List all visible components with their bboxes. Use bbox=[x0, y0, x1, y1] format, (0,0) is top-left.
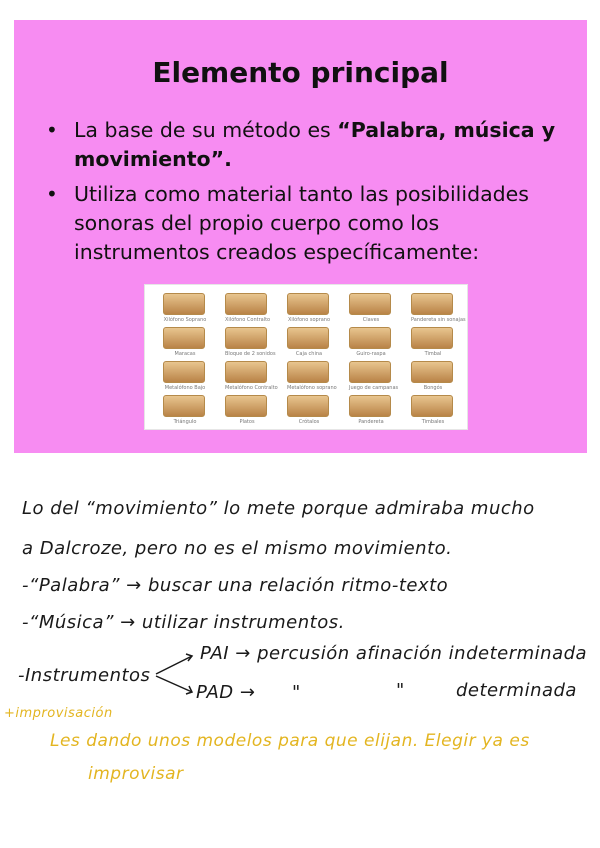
instrument-label: Pandereta bbox=[358, 419, 384, 425]
instrument-cell bbox=[287, 395, 331, 425]
note-improv-line-1: Les dando unos modelos para que elijan. Elegir ya es bbox=[50, 731, 530, 751]
instrument-label: Pandereta sin sonajas bbox=[411, 317, 466, 323]
instrument-chart-image bbox=[144, 284, 468, 430]
bullet1-text: La base de su método es bbox=[74, 118, 338, 142]
metallophone-icon bbox=[287, 361, 329, 383]
instrument-cell bbox=[349, 361, 399, 391]
instrument-label: Metalófono Contralto bbox=[225, 385, 278, 391]
instrument-cell bbox=[163, 327, 207, 357]
note-line-3: -“Palabra” → buscar una relación ritmo-texto bbox=[22, 575, 449, 596]
instrument-label: Maracas bbox=[174, 351, 196, 357]
bongo-icon bbox=[411, 361, 453, 383]
cymbals-icon bbox=[225, 395, 267, 417]
xylophone-icon bbox=[287, 293, 329, 315]
instrument-label: Metalófono Bajo bbox=[164, 385, 206, 391]
instrument-label: Timbal bbox=[424, 351, 442, 357]
note-pai: PAI → percusión afinación indeterminada bbox=[200, 643, 588, 664]
instrument-label: Bongós bbox=[423, 385, 443, 391]
note-pad-ditto-1: " bbox=[292, 682, 301, 703]
instrument-cell bbox=[287, 293, 331, 323]
instrument-cell bbox=[225, 395, 269, 425]
bells-icon bbox=[349, 361, 391, 383]
instrument-label: Platos bbox=[239, 419, 255, 425]
instrument-label: Timbales bbox=[421, 419, 445, 425]
bullet-item-method bbox=[46, 116, 556, 174]
note-improvisacion: +improvisación bbox=[4, 706, 113, 721]
instrument-cell bbox=[349, 327, 393, 357]
instrument-cell bbox=[349, 293, 393, 323]
note-line-1: Lo del “movimiento” lo mete porque admiraba mucho bbox=[22, 498, 535, 519]
slide-panel bbox=[14, 20, 587, 453]
note-pad-determinada: determinada bbox=[456, 680, 577, 701]
claves-icon bbox=[349, 293, 391, 315]
instrument-label: Caja china bbox=[295, 351, 323, 357]
instrument-cell bbox=[411, 361, 455, 391]
branch-arrows bbox=[152, 648, 200, 698]
note-line-4: -“Música” → utilizar instrumentos. bbox=[22, 612, 345, 633]
instrument-cell bbox=[411, 395, 455, 425]
instrument-label: Crótalos bbox=[298, 419, 320, 425]
triangle-icon bbox=[163, 395, 205, 417]
bullet1-bold: “Palabra, música y movimiento”. bbox=[74, 118, 556, 171]
instrument-cell bbox=[225, 361, 278, 391]
instrument-label: Triángulo bbox=[173, 419, 197, 425]
instrument-label: Xilófono soprano bbox=[287, 317, 331, 323]
instrument-label: Xilófono Soprano bbox=[163, 317, 207, 323]
slide-title: Elemento principal bbox=[152, 56, 449, 89]
block-icon bbox=[225, 327, 267, 349]
note-instrumentos: -Instrumentos bbox=[18, 665, 151, 686]
drum-icon bbox=[411, 327, 453, 349]
instrument-label: Bloque de 2 sonidos bbox=[225, 351, 276, 357]
bullet-item-material bbox=[46, 180, 556, 267]
note-pad: PAD → bbox=[196, 682, 256, 703]
tambourine-icon bbox=[411, 293, 453, 315]
note-pad-ditto-2: " bbox=[396, 680, 405, 701]
xylophone-icon bbox=[163, 293, 205, 315]
instrument-cell bbox=[163, 361, 207, 391]
instrument-cell bbox=[163, 395, 207, 425]
instrument-label: Metalófono soprano bbox=[287, 385, 337, 391]
instrument-label: Claves bbox=[362, 317, 380, 323]
instrument-label: Xilófono Contralto bbox=[225, 317, 271, 323]
metallophone-icon bbox=[163, 361, 205, 383]
metallophone-icon bbox=[225, 361, 267, 383]
instrument-cell bbox=[411, 293, 466, 323]
instrument-cell bbox=[287, 361, 337, 391]
bullet2-text: Utiliza como material tanto las posibilidades sonoras del propio cuerpo como los instrumentos creados específicamente: bbox=[74, 182, 529, 264]
woodblock-icon bbox=[287, 327, 329, 349]
instrument-cell bbox=[411, 327, 455, 357]
maracas-icon bbox=[163, 327, 205, 349]
instrument-cell bbox=[349, 395, 393, 425]
instrument-cell bbox=[287, 327, 331, 357]
timpani-icon bbox=[411, 395, 453, 417]
instrument-label: Juego de campanas bbox=[349, 385, 399, 391]
instrument-label: Guiro-raspa bbox=[356, 351, 386, 357]
crotales-icon bbox=[287, 395, 329, 417]
bullet-list bbox=[46, 116, 556, 273]
note-line-2: a Dalcroze, pero no es el mismo movimiento. bbox=[22, 538, 453, 559]
tambourine-icon bbox=[349, 395, 391, 417]
xylophone-icon bbox=[225, 293, 267, 315]
note-improv-line-2: improvisar bbox=[88, 764, 184, 784]
instrument-cell bbox=[225, 327, 276, 357]
guiro-icon bbox=[349, 327, 391, 349]
instrument-cell bbox=[225, 293, 269, 323]
instrument-cell bbox=[163, 293, 207, 323]
